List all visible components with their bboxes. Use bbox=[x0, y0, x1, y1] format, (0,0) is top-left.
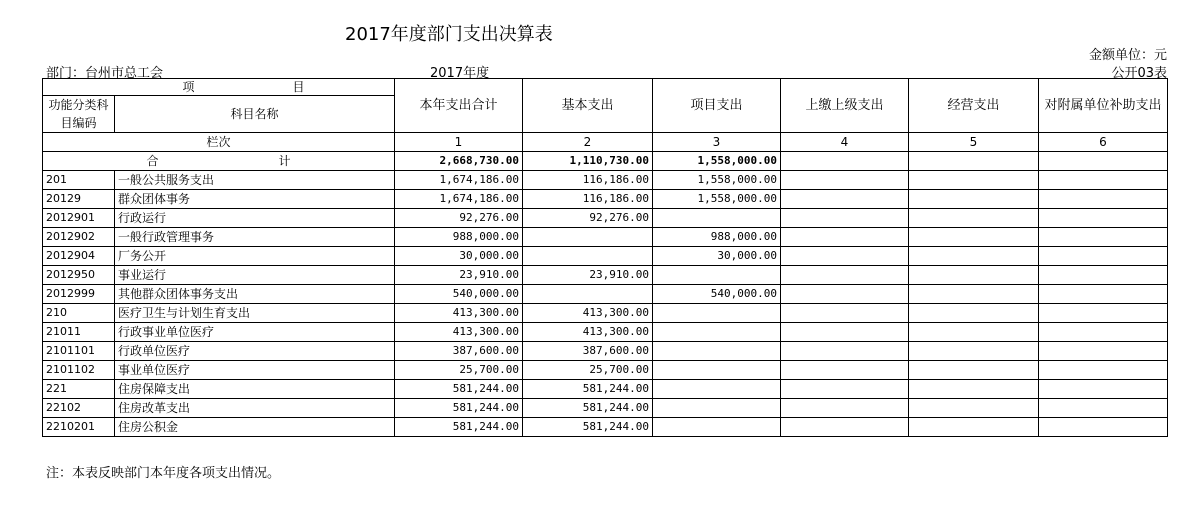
page-title: 2017年度部门支出决算表 bbox=[345, 24, 553, 45]
row-value: 413,300.00 bbox=[395, 304, 523, 323]
table-row bbox=[43, 323, 1168, 342]
row-value bbox=[523, 285, 653, 304]
row-value bbox=[1039, 209, 1168, 228]
column-number: 4 bbox=[781, 133, 909, 152]
row-name: 事业单位医疗 bbox=[115, 361, 395, 380]
row-value: 25,700.00 bbox=[523, 361, 653, 380]
row-value bbox=[781, 399, 909, 418]
column-header-subsidiary: 对附属单位补助支出 bbox=[1039, 79, 1168, 133]
row-code: 20129 bbox=[43, 190, 115, 209]
row-value bbox=[909, 228, 1039, 247]
row-name: 行政单位医疗 bbox=[115, 342, 395, 361]
row-value bbox=[909, 266, 1039, 285]
row-value bbox=[909, 361, 1039, 380]
column-number: 6 bbox=[1039, 133, 1168, 152]
column-number: 2 bbox=[523, 133, 653, 152]
row-value bbox=[781, 266, 909, 285]
row-value bbox=[653, 323, 781, 342]
column-header-total: 本年支出合计 bbox=[395, 79, 523, 133]
row-value: 581,244.00 bbox=[395, 399, 523, 418]
row-value bbox=[909, 323, 1039, 342]
row-value bbox=[909, 380, 1039, 399]
table-row bbox=[43, 304, 1168, 323]
row-code: 2012999 bbox=[43, 285, 115, 304]
row-value bbox=[909, 209, 1039, 228]
row-value bbox=[781, 171, 909, 190]
row-value: 1,674,186.00 bbox=[395, 190, 523, 209]
row-name: 一般行政管理事务 bbox=[115, 228, 395, 247]
row-value bbox=[781, 209, 909, 228]
row-name: 其他群众团体事务支出 bbox=[115, 285, 395, 304]
row-value bbox=[781, 247, 909, 266]
row-value bbox=[909, 342, 1039, 361]
row-value bbox=[909, 418, 1039, 437]
table-row bbox=[43, 190, 1168, 209]
row-value bbox=[909, 247, 1039, 266]
table-row bbox=[43, 399, 1168, 418]
row-value bbox=[781, 190, 909, 209]
row-value bbox=[909, 304, 1039, 323]
row-name: 行政运行 bbox=[115, 209, 395, 228]
project-header bbox=[43, 79, 395, 96]
column-header-operating: 经营支出 bbox=[909, 79, 1039, 133]
project-header-left: 项 bbox=[182, 80, 195, 94]
table-row bbox=[43, 247, 1168, 266]
row-value: 23,910.00 bbox=[523, 266, 653, 285]
table-row bbox=[43, 171, 1168, 190]
row-value bbox=[653, 380, 781, 399]
row-value bbox=[781, 342, 909, 361]
row-name: 住房保障支出 bbox=[115, 380, 395, 399]
row-value bbox=[1039, 361, 1168, 380]
row-value: 581,244.00 bbox=[523, 418, 653, 437]
row-code: 201 bbox=[43, 171, 115, 190]
row-value: 413,300.00 bbox=[523, 304, 653, 323]
column-number: 1 bbox=[395, 133, 523, 152]
column-header-basic: 基本支出 bbox=[523, 79, 653, 133]
row-code: 210 bbox=[43, 304, 115, 323]
row-name: 事业运行 bbox=[115, 266, 395, 285]
department-label: 部门：台州市总工会 bbox=[46, 66, 164, 81]
column-number: 5 bbox=[909, 133, 1039, 152]
row-value bbox=[909, 285, 1039, 304]
row-value bbox=[1039, 171, 1168, 190]
table-number-label: 公开03表 bbox=[1111, 66, 1167, 81]
total-label-left: 合 bbox=[146, 154, 159, 168]
fiscal-year-label: 2017年度 bbox=[430, 66, 490, 81]
row-value: 988,000.00 bbox=[653, 228, 781, 247]
row-value bbox=[781, 304, 909, 323]
row-value bbox=[653, 361, 781, 380]
row-code: 2012901 bbox=[43, 209, 115, 228]
row-code: 221 bbox=[43, 380, 115, 399]
table-row bbox=[43, 266, 1168, 285]
total-row bbox=[43, 152, 1168, 171]
table-row bbox=[43, 209, 1168, 228]
row-code: 21011 bbox=[43, 323, 115, 342]
row-name: 行政事业单位医疗 bbox=[115, 323, 395, 342]
row-value bbox=[653, 418, 781, 437]
row-value bbox=[909, 399, 1039, 418]
row-value: 581,244.00 bbox=[523, 380, 653, 399]
row-value: 92,276.00 bbox=[523, 209, 653, 228]
row-value bbox=[781, 418, 909, 437]
total-value bbox=[1039, 152, 1168, 171]
total-value: 1,558,000.00 bbox=[653, 152, 781, 171]
row-value: 387,600.00 bbox=[395, 342, 523, 361]
table-row bbox=[43, 418, 1168, 437]
column-index-label: 栏次 bbox=[43, 133, 395, 152]
project-header-right: 目 bbox=[292, 80, 305, 94]
row-value bbox=[781, 323, 909, 342]
row-value: 116,186.00 bbox=[523, 190, 653, 209]
row-value bbox=[653, 304, 781, 323]
name-column-header: 科目名称 bbox=[115, 96, 395, 133]
row-value bbox=[781, 285, 909, 304]
footnote: 注：本表反映部门本年度各项支出情况。 bbox=[46, 466, 281, 481]
row-code: 2210201 bbox=[43, 418, 115, 437]
row-value bbox=[1039, 266, 1168, 285]
row-value: 30,000.00 bbox=[395, 247, 523, 266]
row-name: 群众团体事务 bbox=[115, 190, 395, 209]
row-value: 387,600.00 bbox=[523, 342, 653, 361]
row-value bbox=[781, 380, 909, 399]
row-value: 23,910.00 bbox=[395, 266, 523, 285]
row-value bbox=[1039, 342, 1168, 361]
row-value bbox=[909, 190, 1039, 209]
table-row bbox=[43, 342, 1168, 361]
row-value bbox=[653, 209, 781, 228]
row-value: 540,000.00 bbox=[395, 285, 523, 304]
table-row bbox=[43, 228, 1168, 247]
table-row bbox=[43, 380, 1168, 399]
row-value bbox=[1039, 304, 1168, 323]
row-code: 2101101 bbox=[43, 342, 115, 361]
row-value bbox=[653, 266, 781, 285]
row-value: 25,700.00 bbox=[395, 361, 523, 380]
expenditure-table bbox=[42, 78, 1168, 437]
row-value: 988,000.00 bbox=[395, 228, 523, 247]
row-value bbox=[1039, 285, 1168, 304]
row-value bbox=[1039, 418, 1168, 437]
code-column-header: 功能分类科目编码 bbox=[43, 96, 115, 133]
currency-unit-label: 金额单位：元 bbox=[1088, 48, 1167, 63]
row-value: 540,000.00 bbox=[653, 285, 781, 304]
row-code: 2101102 bbox=[43, 361, 115, 380]
row-value bbox=[1039, 228, 1168, 247]
row-value bbox=[1039, 323, 1168, 342]
row-value: 116,186.00 bbox=[523, 171, 653, 190]
column-header-upper-remit: 上缴上级支出 bbox=[781, 79, 909, 133]
row-code: 2012902 bbox=[43, 228, 115, 247]
row-value: 92,276.00 bbox=[395, 209, 523, 228]
row-value bbox=[1039, 190, 1168, 209]
row-value bbox=[781, 361, 909, 380]
total-value: 2,668,730.00 bbox=[395, 152, 523, 171]
row-value bbox=[1039, 380, 1168, 399]
row-value bbox=[909, 171, 1039, 190]
row-value bbox=[523, 228, 653, 247]
row-value: 581,244.00 bbox=[395, 418, 523, 437]
row-value: 581,244.00 bbox=[523, 399, 653, 418]
row-value: 30,000.00 bbox=[653, 247, 781, 266]
row-value: 1,558,000.00 bbox=[653, 190, 781, 209]
row-value bbox=[523, 247, 653, 266]
row-name: 住房改革支出 bbox=[115, 399, 395, 418]
row-value bbox=[781, 228, 909, 247]
total-value bbox=[781, 152, 909, 171]
row-name: 住房公积金 bbox=[115, 418, 395, 437]
column-header-project: 项目支出 bbox=[653, 79, 781, 133]
total-value: 1,110,730.00 bbox=[523, 152, 653, 171]
row-value: 1,674,186.00 bbox=[395, 171, 523, 190]
row-value: 581,244.00 bbox=[395, 380, 523, 399]
row-value bbox=[653, 342, 781, 361]
row-name: 一般公共服务支出 bbox=[115, 171, 395, 190]
table-row bbox=[43, 361, 1168, 380]
table-row bbox=[43, 285, 1168, 304]
row-value: 413,300.00 bbox=[523, 323, 653, 342]
row-value bbox=[1039, 399, 1168, 418]
row-value bbox=[1039, 247, 1168, 266]
row-value bbox=[653, 399, 781, 418]
total-value bbox=[909, 152, 1039, 171]
row-name: 医疗卫生与计划生育支出 bbox=[115, 304, 395, 323]
row-name: 厂务公开 bbox=[115, 247, 395, 266]
row-value: 1,558,000.00 bbox=[653, 171, 781, 190]
row-code: 2012904 bbox=[43, 247, 115, 266]
total-label-right: 计 bbox=[278, 154, 291, 168]
row-code: 2012950 bbox=[43, 266, 115, 285]
column-number: 3 bbox=[653, 133, 781, 152]
row-code: 22102 bbox=[43, 399, 115, 418]
row-value: 413,300.00 bbox=[395, 323, 523, 342]
total-label bbox=[43, 152, 395, 171]
